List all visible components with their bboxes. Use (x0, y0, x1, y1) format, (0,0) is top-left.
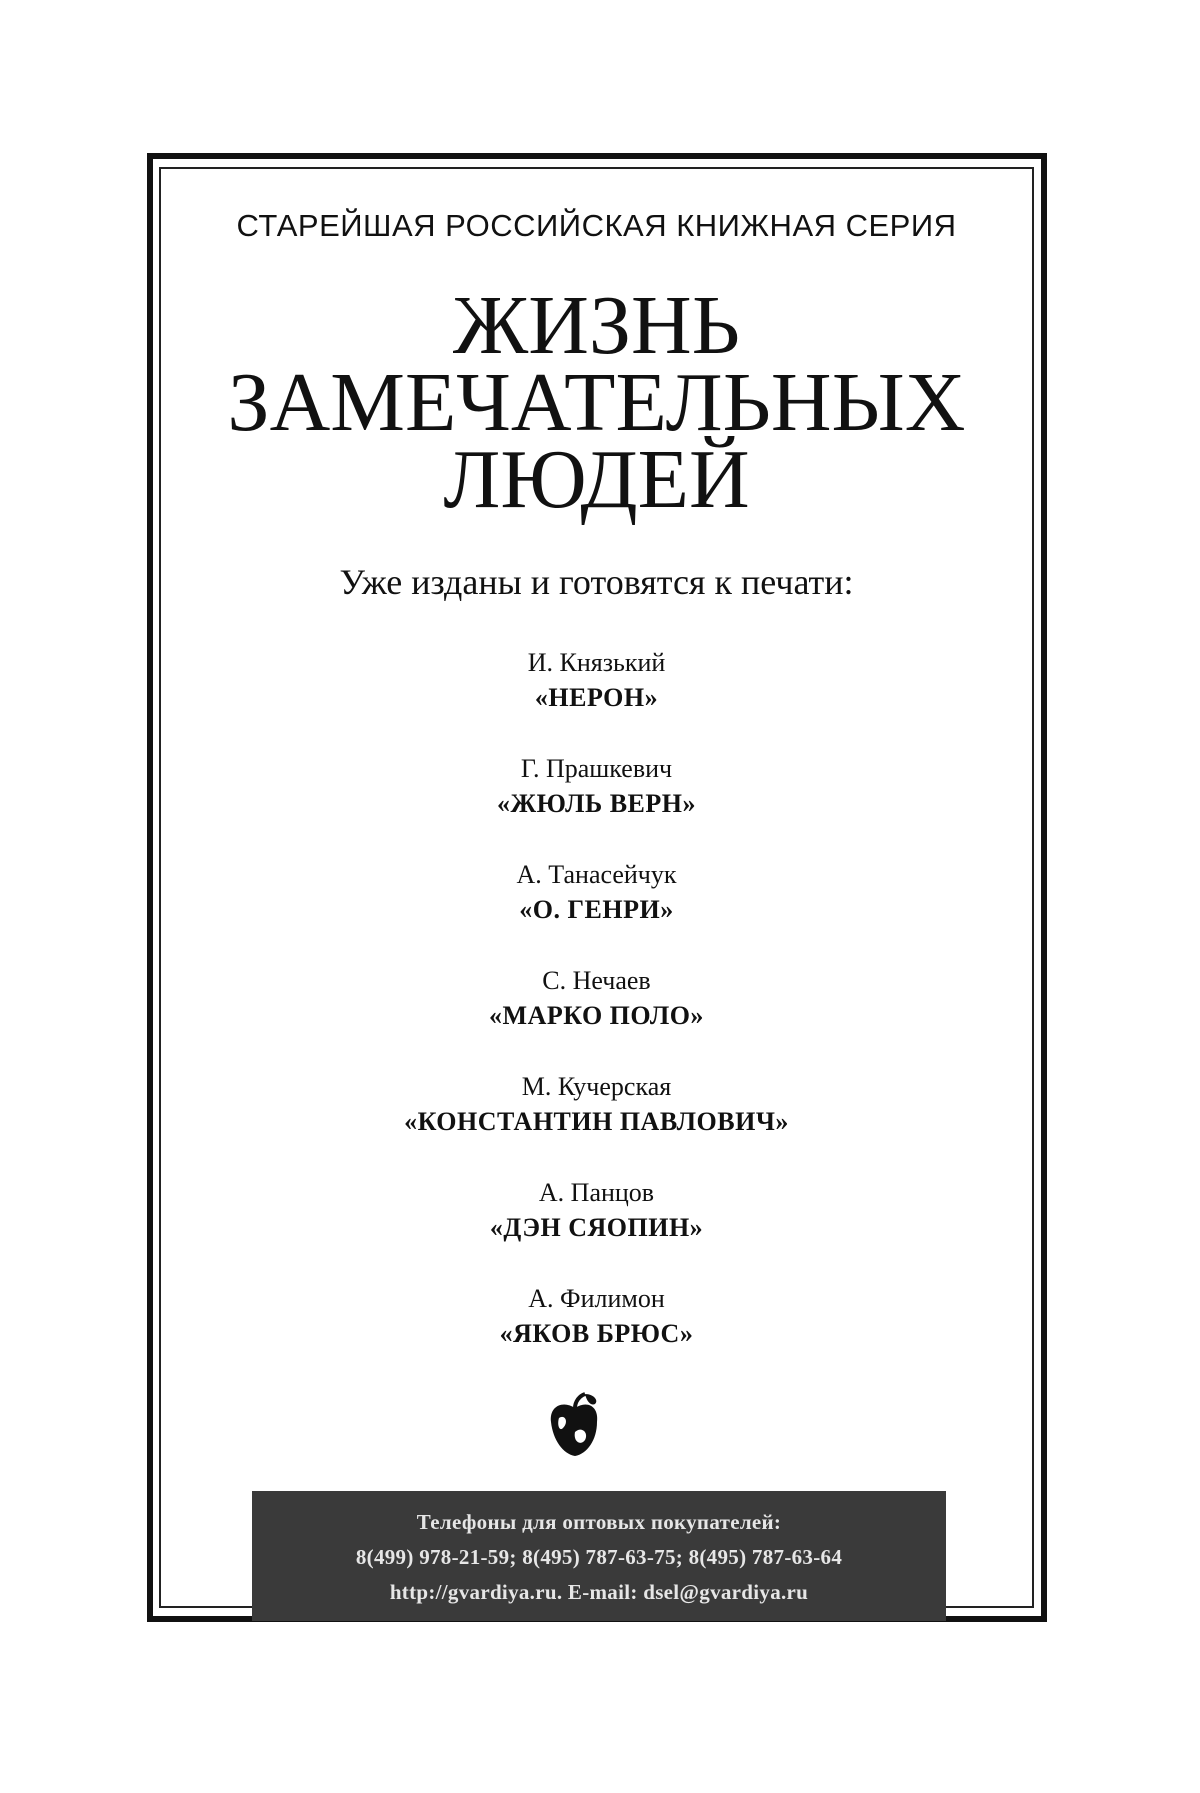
publisher-emblem-icon (545, 1392, 605, 1464)
book-author: С. Нечаев (542, 966, 651, 995)
title-line-1: ЖИЗНЬ (453, 279, 740, 372)
contact-web-email: http://gvardiya.ru. E-mail: dsel@gvardiya.ru (389, 1580, 809, 1604)
book-author: А. Панцов (538, 1178, 655, 1207)
book-author: И. Князький (527, 648, 666, 677)
book-title: «ДЭН СЯОПИН» (489, 1213, 704, 1242)
contact-heading: Телефоны для оптовых покупателей: (416, 1510, 782, 1534)
book-author: А. Танасейчук (516, 860, 677, 889)
book-item (159, 1282, 1034, 1388)
book-item (159, 1176, 1034, 1282)
book-author: А. Филимон (528, 1284, 665, 1313)
title-line-3: ЛЮДЕЙ (443, 433, 750, 526)
book-title: «О. ГЕНРИ» (519, 895, 674, 924)
series-heading: СТАРЕЙШАЯ РОССИЙСКАЯ КНИЖНАЯ СЕРИЯ (236, 208, 957, 243)
book-author: Г. Прашкевич (520, 754, 673, 783)
book-item (159, 1070, 1034, 1176)
book-item (159, 858, 1034, 964)
book-list (159, 646, 1034, 1388)
book-item (159, 752, 1034, 858)
book-title: «КОНСТАНТИН ПАВЛОВИЧ» (404, 1107, 789, 1136)
contact-phones: 8(499) 978-21-59; 8(495) 787-63-75; 8(495) 787-63-64 (355, 1545, 843, 1569)
book-item (159, 646, 1034, 752)
book-title: «ЯКОВ БРЮС» (499, 1319, 694, 1348)
book-title: «МАРКО ПОЛО» (489, 1001, 704, 1030)
book-title: «ЖЮЛЬ ВЕРН» (496, 789, 697, 818)
book-author: М. Кучерская (521, 1072, 672, 1101)
title-line-2: ЗАМЕЧАТЕЛЬНЫХ (227, 356, 966, 449)
book-title: «НЕРОН» (534, 683, 659, 712)
book-item (159, 964, 1034, 1070)
subtitle: Уже изданы и готовятся к печати: (339, 562, 854, 602)
contact-info-box (252, 1491, 946, 1621)
